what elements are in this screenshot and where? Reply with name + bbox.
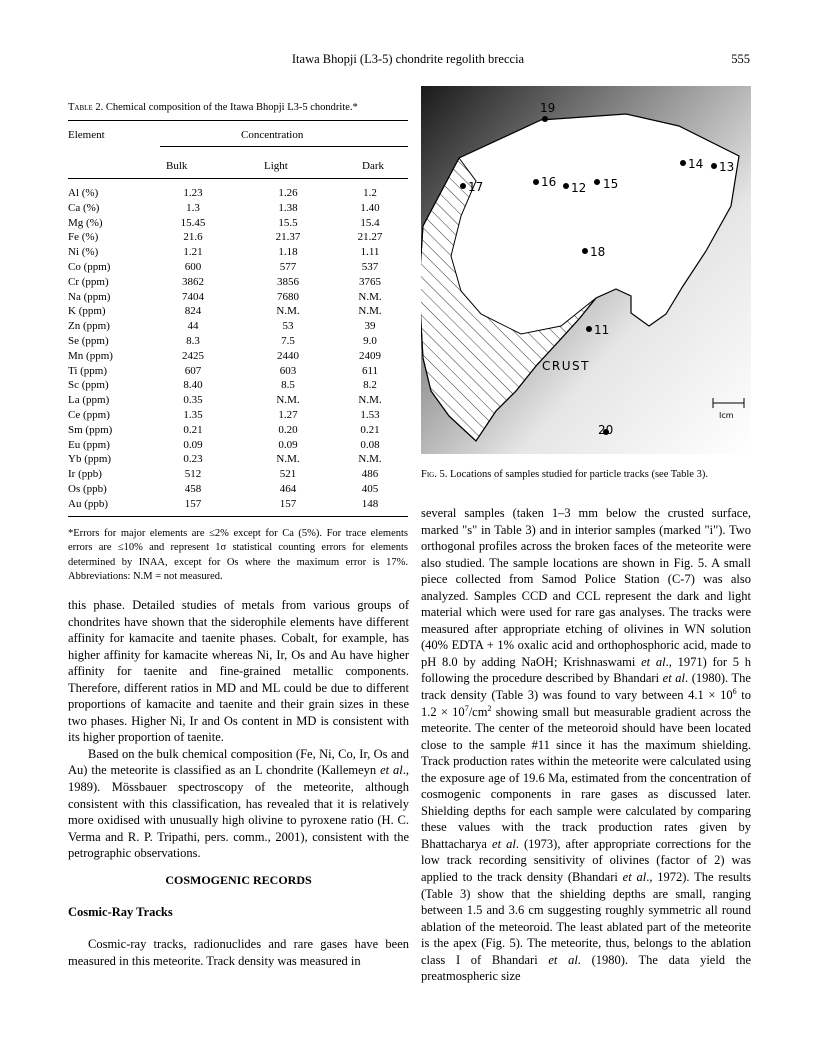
dark-cell: 8.2 [363,379,377,392]
element-cell: Co (ppm) [68,261,111,273]
bulk-cell: 8.3 [186,335,200,347]
light-cell: 53 [282,320,294,333]
element-cell: Cr (ppm) [68,275,109,288]
dark-cell: 486 [361,468,379,481]
element-cell: Fe (%) [68,231,99,244]
light-cell: 1.27 [278,409,298,421]
dark-cell: 0.21 [360,423,380,436]
scale-label: Icm [719,411,734,420]
dark-cell: 148 [361,497,379,510]
bulk-cell: 1.23 [183,187,203,199]
sample-16-label: 16 [541,175,557,189]
sample-18-dot [582,248,588,254]
figure-caption-text: Locations of samples studied for particle tracks (see Table 3). [449,469,708,480]
figure-label: Fig. 5. [421,469,448,480]
element-cell: K (ppm) [68,305,106,318]
sample-13-label: 13 [719,160,735,174]
dark-cell: N.M. [358,394,382,407]
light-cell: 21.37 [275,231,301,244]
sample-20-label: 20 [598,423,614,437]
column-2-text [421,505,751,985]
table-row [68,482,408,497]
sample-13-dot [711,163,717,169]
sample-19-label: 19 [540,101,556,115]
element-cell: Ca (%) [68,201,100,214]
sample-17-dot [460,183,466,189]
figure-caption [421,469,751,480]
element-cell: Sm (ppm) [68,423,113,436]
light-cell: N.M. [276,394,300,407]
bulk-cell: 0.23 [183,453,203,466]
light-cell: N.M. [276,305,300,318]
bulk-cell: 44 [187,320,199,333]
light-cell: 464 [279,483,297,495]
bulk-cell: 8.40 [183,379,203,392]
light-cell: 0.09 [278,438,298,451]
sample-11-label: 11 [594,323,610,337]
light-cell: N.M. [276,453,300,466]
bulk-cell: 3862 [182,275,204,288]
dark-cell: 405 [361,483,379,495]
sample-18-label: 18 [590,245,606,259]
light-cell: 521 [279,468,297,481]
table-row [68,216,408,231]
table-row [68,260,408,275]
bulk-cell: 15.45 [180,216,206,229]
bulk-cell: 458 [184,483,202,495]
running-head [68,52,748,68]
light-cell: 2440 [277,349,299,362]
column-1-text-bottom [68,936,409,969]
table-bottom-rule [68,516,408,517]
table-row [68,290,408,305]
running-head-title: Itawa Bhopji (L3-5) chondrite regolith breccia [291,52,525,66]
table-row [68,364,408,379]
bulk-cell: 0.35 [183,394,203,407]
paragraph: Based on the bulk chemical composition (Fe, Ni, Co, Ir, Os and Au) the meteorite is classified as an L chondrite (Kallemeyn et al., 1989). Mössbauer spectroscopy of the meteorite, although consistent with this classification, has revealed that it is relatively more oxidised with unusually high olivine to pyroxene ratio (H. C. Verma and R. P. Tripathi, pers. comm., 2001), consistent with the petrographic observations. [68,746,409,861]
bulk-cell: 1.21 [183,246,203,259]
dark-cell: N.M. [358,290,382,303]
table-row [68,201,408,216]
bulk-cell: 600 [184,261,202,273]
bulk-cell: 0.21 [183,423,203,436]
table-row [68,334,408,349]
sample-14-dot [680,160,686,166]
dark-cell: 537 [361,261,379,273]
bulk-cell: 512 [184,468,202,481]
table-top-rule [68,120,408,121]
bulk-cell: 607 [184,364,202,377]
light-cell: 15.5 [278,216,298,229]
light-cell: 1.26 [278,187,298,199]
table-row [68,393,408,408]
table-row [68,230,408,245]
dark-cell: 1.2 [363,187,377,199]
light-cell: 0.20 [278,423,298,436]
header-bulk: Bulk [166,160,188,172]
element-cell: La (ppm) [68,394,110,407]
light-cell: 3856 [277,275,299,288]
sample-14-label: 14 [688,157,704,171]
sample-19-dot [542,116,548,122]
table-row [68,497,408,512]
figure-5 [421,86,751,454]
dark-cell: 1.40 [360,201,380,214]
table-row [68,349,408,364]
crust-label: CRUST [542,359,590,373]
paragraph: several samples (taken 1–3 mm below the crusted surface, marked "s" in Table 3) and in interior samples (marked "i"). Two orthogonal profiles across the broken faces of the meteorite were also studied. The sample locations are shown in Fig. 5. A small piece collected from Samod Police Station (C-7) was also analyzed. Samples CCD and CCL represent the dark and light material which were used for rare gas analyses. The tracks were measured after appropriate etching of olivines in WN solution (40% EDTA + 1% oxalic acid and orthophosphoric acid, made to pH 8.0 by adding NaOH; Krishnaswami et al., 1971) for 5 h following the procedure described by Bhandari et al. (1980). The track density (Table 3) was found to vary between $4.1 \times 10^6$ to $1.2 \times 10^7/cm^2$ showing small but measurable gradient across the meteorite. The center of the meteoroid should have been located close to the sample #11 since it has the maximum shielding. Track production rates within the meteorite were calculated using the exposure age of 19.6 Ma, estimated from the concentration of cosmogenic components in rare gases as discussed later. Shielding depths for each sample were calculated by comparing these values with the track production rates given by Bhattacharya et al. (1973), after appropriate corrections for the low track recording sensitivity of olivines (factor of 2) was applied to the track density (Bhandari et al., 1972). The results (Table 3) show that the shielding depths are small, ranging between 1.5 and 3.6 cm suggesting roughly symmetric all round ablation of the meteoroid. The least ablated part of the meteorite is the apex (Fig. 5). The meteorite, thus, belongs to the ablation class I of Bhandari et al. (1980). The data yield the preatmospheric size [421,506,751,984]
sample-location-diagram [421,86,751,454]
element-cell: Sc (ppm) [68,379,109,392]
sample-11-dot [586,326,592,332]
light-cell: 8.5 [281,379,295,392]
table-row [68,378,408,393]
table-row [68,452,408,467]
sample-16-dot [533,179,539,185]
subsection-heading: Cosmic-Ray Tracks [68,905,173,919]
element-cell: Na (ppm) [68,290,111,303]
table-row [68,467,408,482]
dark-cell: 2409 [359,349,381,362]
table-row [68,438,408,453]
dark-cell: 0.08 [360,438,380,451]
light-cell: 1.38 [278,201,298,214]
dark-cell: 1.11 [360,246,380,259]
dark-cell: N.M. [358,453,382,466]
table-caption [68,102,413,113]
sample-12-dot [563,183,569,189]
element-cell: Au (ppb) [68,497,109,510]
section-heading: COSMOGENIC RECORDS [165,873,312,887]
dark-cell: 1.53 [360,409,380,421]
element-cell: Ce (ppm) [68,409,110,421]
dark-cell: 3765 [359,275,381,288]
paragraph: this phase. Detailed studies of metals from various groups of chondrites have shown that the siderophile elements have different affinity for kamacite and taenite phases. Cobalt, for example, has higher affinity for kamacite whereas Ni, Ir, Os and Au have higher affinity for taenite and fine-grained metallic components. Therefore, different ratios in MD and ML could be due to different proportions of kamacite and taenite and their grain sizes in these two phases. Higher Ni, Ir and Os content in MD is consistent with its higher proportion of taenite. [68,598,409,745]
element-cell: Ir (ppb) [68,468,102,481]
table-row [68,245,408,260]
light-cell: 7.5 [281,335,295,347]
table-row [68,423,408,438]
light-cell: 577 [279,261,297,273]
table-row [68,304,408,319]
light-cell: 7680 [277,290,299,303]
table-concentration-rule [160,146,408,147]
bulk-cell: 0.09 [183,438,203,451]
table-row [68,408,408,423]
paragraph: Cosmic-ray tracks, radionuclides and rare gases have been measured in this meteorite. Track density was measured in [68,937,409,968]
element-cell: Yb (ppm) [68,453,112,466]
dark-cell: 21.27 [357,231,383,244]
element-cell: Os (ppb) [68,483,107,495]
dark-cell: 15.4 [360,216,380,229]
dark-cell: 611 [361,364,379,377]
bulk-cell: 2425 [182,349,204,362]
sample-15-dot [594,179,600,185]
element-cell: Mn (ppm) [68,349,113,362]
light-cell: 1.18 [278,246,298,259]
element-cell: Al (%) [68,187,99,199]
table-caption-text: Chemical composition of the Itawa Bhopji L3-5 chondrite.* [105,102,358,113]
bulk-cell: 157 [184,497,202,510]
element-cell: Se (ppm) [68,335,109,347]
bulk-cell: 21.6 [183,231,203,244]
bulk-cell: 824 [184,305,202,318]
element-cell: Zn (ppm) [68,320,110,333]
dark-cell: N.M. [358,305,382,318]
table-row [68,319,408,334]
dark-cell: 9.0 [363,335,377,347]
bulk-cell: 7404 [182,290,204,303]
bulk-cell: 1.35 [183,409,203,421]
table-header-rule [68,178,408,179]
header-element: Element [68,129,105,141]
element-cell: Eu (ppm) [68,438,110,451]
header-concentration: Concentration [241,129,304,141]
sample-15-label: 15 [603,177,619,191]
table-footnote: *Errors for major elements are ≤2% except for Ca (5%). For trace elements errors are ≤10% and represent 1σ statistical counting errors for elements determined by INAA, except for Os where the maximum error is 17%. Abbreviations: N.M = not measured. [68,528,408,582]
sample-17-label: 17 [468,180,484,194]
column-1-text [68,597,409,862]
page-number: 555 [731,52,750,66]
table-row [68,275,408,290]
sample-12-label: 12 [571,181,587,195]
element-cell: Mg (%) [68,216,103,229]
dark-cell: 39 [364,320,376,333]
element-cell: Ti (ppm) [68,364,108,377]
element-cell: Ni (%) [68,246,99,259]
header-light: Light [264,160,288,172]
light-cell: 157 [279,497,297,510]
bulk-cell: 1.3 [186,201,200,214]
light-cell: 603 [279,364,297,377]
header-dark: Dark [362,160,384,172]
table-row [68,186,408,201]
table-label: Table 2. [68,102,104,113]
